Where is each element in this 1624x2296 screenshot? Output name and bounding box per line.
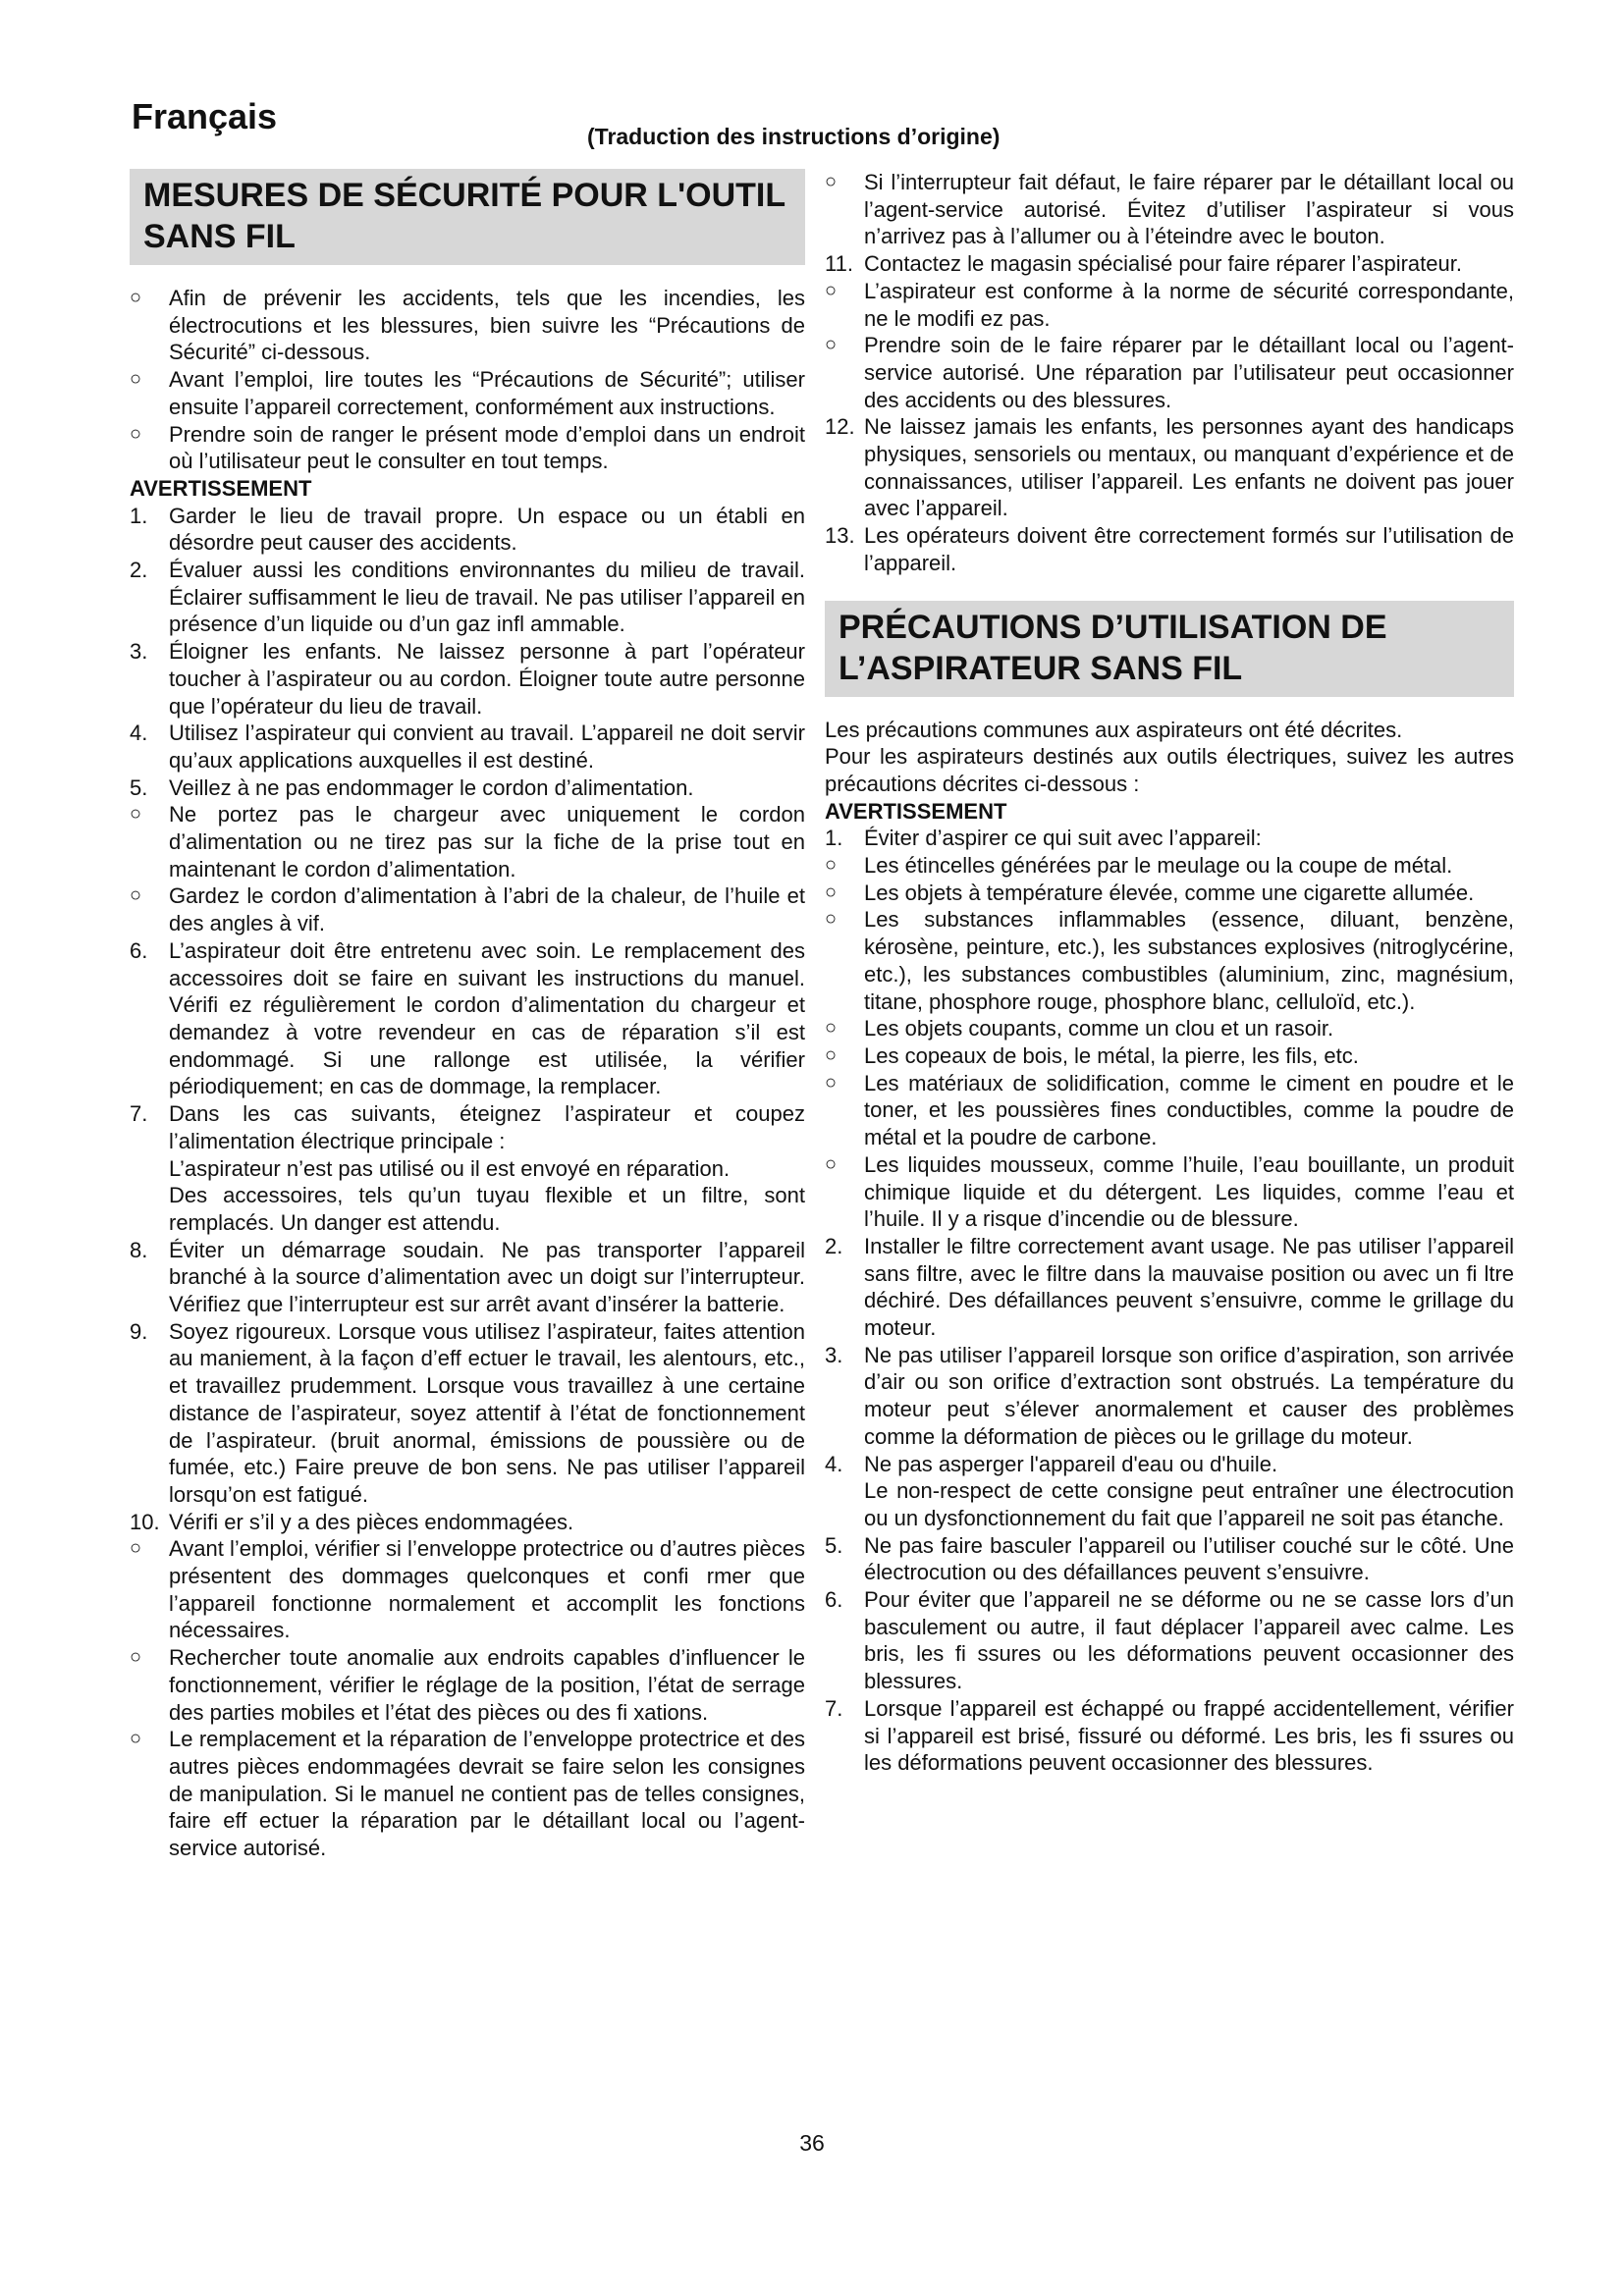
item-text: L’aspirateur est conforme à la norme de sécurité correspondante, ne le modifi ez pas. xyxy=(864,278,1514,331)
list-item xyxy=(130,937,805,1100)
item-text: Ne portez pas le chargeur avec uniquement le cordon d’alimentation ou ne tirez pas sur la fiche de la prise tout en maintenant le cordon d’alimentation. xyxy=(169,802,805,881)
item-text: L’aspirateur n’est pas utilisé ou il est envoyé en réparation. xyxy=(169,1155,731,1181)
item-text: Ne pas utiliser l’appareil lorsque son orifice d’aspiration, son arrivée d’air ou son orifice d’extraction sont obstrués. La température du moteur peut s’élever anormalement et causer des problèmes comme la déformation de pièces ou le grillage du moteur. xyxy=(864,1342,1514,1449)
item-marker: 1. xyxy=(825,826,843,851)
list-item xyxy=(825,825,1514,852)
right-column xyxy=(825,169,1514,1777)
item-marker: 13. xyxy=(825,523,855,549)
list-item xyxy=(825,169,1514,250)
list-item xyxy=(130,774,805,802)
list-item xyxy=(130,1644,805,1726)
precautions-intro xyxy=(825,717,1514,798)
item-text: Les matériaux de solidification, comme le ciment en poudre et le toner, et les poussières fines conductibles, comme la poudre de métal et la poudre de carbone. xyxy=(864,1070,1514,1150)
item-marker: 3. xyxy=(825,1342,843,1367)
list-item xyxy=(825,413,1514,522)
item-text: Utilisez l’aspirateur qui convient au travail. L’appareil ne doit servir qu’aux applications auxquelles il est destiné. xyxy=(169,721,805,773)
item-marker: 8. xyxy=(130,1237,148,1262)
list-item xyxy=(130,1237,805,1318)
item-text: Les copeaux de bois, le métal, la pierre, les fils, etc. xyxy=(864,1042,1359,1068)
list-item xyxy=(825,1342,1514,1451)
item-text: Les objets à température élevée, comme une cigarette allumée. xyxy=(864,880,1475,905)
item-text: Contactez le magasin spécialisé pour faire réparer l’aspirateur. xyxy=(864,251,1462,277)
bullet-circle-icon: ○ xyxy=(825,1071,838,1094)
item-marker: 7. xyxy=(130,1101,148,1127)
bullet-circle-icon: ○ xyxy=(130,803,142,826)
item-marker: 4. xyxy=(130,721,148,746)
bullet-circle-icon: ○ xyxy=(825,908,838,931)
item-text: Soyez rigoureux. Lorsque vous utilisez l’aspirateur, faites attention au maniement, à la façon d’eff ectuer le travail, les alentours, etc., et travaillez prudemment. Lorsque vous travaillez à une certaine distance de l’aspirateur, soyez attentif à l’état de fonctionnement de l’aspirateur. (bruit anormal, émissions de poussière ou de fumée, etc.) Faire preuve de bon sens. Ne pas utiliser l’appareil lorsqu’on est fatigué. xyxy=(169,1318,805,1507)
bullet-circle-icon: ○ xyxy=(130,368,142,391)
list-item xyxy=(130,1318,805,1509)
list-item xyxy=(825,522,1514,576)
list-item xyxy=(130,638,805,720)
list-item xyxy=(825,1070,1514,1151)
list-item xyxy=(130,1182,805,1236)
item-text: Prendre soin de le faire réparer par le détaillant local ou l’agent-service autorisé. Une réparation par l’utilisateur peut occasionner des accidents ou des blessures. xyxy=(864,333,1514,412)
list-item xyxy=(130,503,805,557)
list-item xyxy=(825,1451,1514,1478)
item-marker xyxy=(825,1477,864,1531)
list-item xyxy=(825,852,1514,880)
list-item xyxy=(825,1586,1514,1695)
item-text: Veillez à ne pas endommager le cordon d’alimentation. xyxy=(169,774,694,800)
list-item xyxy=(130,285,805,366)
item-marker: 2. xyxy=(825,1233,843,1258)
item-marker xyxy=(130,1182,169,1236)
bullet-circle-icon: ○ xyxy=(130,884,142,907)
bullet-circle-icon: ○ xyxy=(825,171,838,192)
item-text: Éloigner les enfants. Ne laissez personne à part l’opérateur toucher à l’aspirateur ou au cordon. Éloigner toute autre personne que l’opérateur du lieu de travail. xyxy=(169,639,805,719)
item-marker: 10. xyxy=(130,1509,160,1534)
item-text: Des accessoires, tels qu’un tuyau flexible et un filtre, sont remplacés. Un danger est attendu. xyxy=(169,1183,805,1235)
bullet-circle-icon: ○ xyxy=(825,1152,838,1175)
item-text: Le remplacement et la réparation de l’enveloppe protectrice et des autres pièces endommagées devrait se faire selon les consignes de manipulation. Si le manuel ne contient pas de telles consignes, faire eff ectuer la réparation par le détaillant local ou l’agent-service autorisé. xyxy=(169,1727,805,1861)
item-text: Les liquides mousseux, comme l’huile, l’eau bouillante, un produit chimique liquide et du détergent. Les liquides, comme l’eau et l’huile. Il y a risque d’incendie ou de blessure. xyxy=(864,1151,1514,1232)
warning-heading: AVERTISSEMENT xyxy=(825,798,1007,824)
item-marker: 12. xyxy=(825,414,855,440)
section-title-safety: MESURES DE SÉCURITÉ POUR L'OUTIL SANS FIL xyxy=(130,169,805,265)
item-text: Le non-respect de cette consigne peut entraîner une électrocution ou un dysfonctionnement du fait que l’appareil ne soit pas étanche. xyxy=(864,1478,1514,1530)
item-marker: 11. xyxy=(825,251,853,277)
item-text: Les substances inflammables (essence, diluant, benzène, kérosène, peinture, etc.), les substances explosives (nitroglycérine, etc.), les substances combustibles (aluminium, zinc, magnésium, titane, phosphore rouge, phosphore blanc, celluloïd, etc.). xyxy=(864,907,1514,1014)
list-item xyxy=(130,882,805,936)
item-text: Les étincelles générées par le meulage ou la coupe de métal. xyxy=(864,853,1453,879)
item-marker: 1. xyxy=(130,503,148,528)
warning-heading: AVERTISSEMENT xyxy=(130,475,312,501)
language-heading: Français xyxy=(132,96,278,136)
item-text: Si l’interrupteur fait défaut, le faire réparer par le détaillant local ou l’agent-service autorisé. Évitez d’utiliser l’aspirateur si vous n’arrivez pas à l’allumer ou à l’éteindre avec le bouton. xyxy=(864,170,1514,249)
item-marker: 9. xyxy=(130,1318,148,1344)
item-text: Vérifi er s’il y a des pièces endommagées. xyxy=(169,1509,574,1534)
translation-subtitle: (Traduction des instructions d’origine) xyxy=(587,124,1001,149)
list-item xyxy=(825,880,1514,907)
intro-paragraph: Les précautions communes aux aspirateurs ont été décrites. xyxy=(825,717,1403,742)
bullet-circle-icon: ○ xyxy=(825,881,838,903)
list-item xyxy=(825,1477,1514,1531)
bullet-circle-icon: ○ xyxy=(130,287,142,308)
safety-list xyxy=(130,285,805,1862)
bullet-circle-icon: ○ xyxy=(130,1728,142,1750)
item-text: Avant l’emploi, vérifier si l’enveloppe protectrice ou d’autres pièces présentent des dommages quelconques et confi rmer que l’appareil fonctionne normalement et accomplit les fonctions nécessaires. xyxy=(169,1536,805,1643)
list-item xyxy=(825,1695,1514,1777)
list-item xyxy=(825,332,1514,413)
item-text: Rechercher toute anomalie aux endroits capables d’influencer le fonctionnement, vérifier le réglage de la position, l’état de serrage des parties mobiles et l’état des pièces ou des fi xations. xyxy=(169,1645,805,1725)
left-column xyxy=(130,169,805,1862)
item-marker: 6. xyxy=(825,1587,843,1613)
bullet-circle-icon: ○ xyxy=(825,279,838,301)
item-text: Ne laissez jamais les enfants, les personnes ayant des handicaps physiques, sensoriels ou mentaux, ou manquant d’expérience et de connaissances, utiliser l’appareil. Les enfants ne doivent pas jouer avec l’appareil. xyxy=(864,414,1514,521)
bullet-circle-icon: ○ xyxy=(825,1043,838,1066)
item-marker: 5. xyxy=(130,774,148,800)
list-item xyxy=(130,557,805,638)
bullet-circle-icon: ○ xyxy=(130,1537,142,1560)
item-text: Garder le lieu de travail propre. Un espace ou un établi en désordre peut causer des accidents. xyxy=(169,503,805,556)
item-text: Ne pas asperger l'appareil d'eau ou d'huile. xyxy=(864,1451,1278,1476)
bullet-circle-icon: ○ xyxy=(825,854,838,877)
list-item xyxy=(130,801,805,882)
item-text: Éviter un démarrage soudain. Ne pas transporter l’appareil branché à la source d’alimentation avec un doigt sur l’interrupteur. Vérifiez que l’interrupteur est sur arrêt avant d’insérer la batterie. xyxy=(169,1237,805,1317)
item-text: Les objets coupants, comme un clou et un rasoir. xyxy=(864,1016,1334,1041)
intro-paragraph: Pour les aspirateurs destinés aux outils électriques, suivez les autres précautions décrites ci-dessous : xyxy=(825,744,1514,796)
item-text: Afin de prévenir les accidents, tels que les incendies, les électrocutions et les blessures, bien suivre les “Précautions de Sécurité” ci-dessous. xyxy=(169,286,805,365)
page-number: 36 xyxy=(799,2130,825,2156)
item-marker: 7. xyxy=(825,1695,843,1721)
list-item xyxy=(130,720,805,774)
bullet-circle-icon: ○ xyxy=(130,1646,142,1669)
safety-list-continued xyxy=(825,169,1514,577)
item-marker: 3. xyxy=(130,639,148,665)
precautions-list xyxy=(825,825,1514,1777)
list-item xyxy=(825,1233,1514,1342)
list-item xyxy=(825,1042,1514,1070)
list-item xyxy=(130,366,805,420)
item-text: Évaluer aussi les conditions environnantes du milieu de travail. Éclairer suffisamment le lieu de travail. Ne pas utiliser l’appareil en présence d’un liquide ou d’un gaz infl ammable. xyxy=(169,558,805,637)
item-text: Ne pas faire basculer l’appareil ou l’utiliser couché sur le côté. Une électrocution ou des défaillances peuvent s’ensuivre. xyxy=(864,1532,1514,1585)
list-item xyxy=(825,906,1514,1015)
list-item xyxy=(130,1155,805,1183)
list-item xyxy=(825,1151,1514,1233)
item-text: Dans les cas suivants, éteignez l’aspirateur et coupez l’alimentation électrique principale : xyxy=(169,1101,805,1153)
list-item xyxy=(825,1015,1514,1042)
item-marker xyxy=(130,1155,169,1183)
list-item xyxy=(825,250,1514,278)
list-item xyxy=(130,1726,805,1862)
item-marker: 4. xyxy=(825,1451,843,1476)
item-text: L’aspirateur doit être entretenu avec soin. Le remplacement des accessoires doit se faire en suivant les instructions du manuel. Vérifi ez régulièrement le cordon d’alimentation du chargeur et demandez à votre revendeur en cas de réparation s’il est endommagé. Si une rallonge est utilisée, la vérifier périodiquement; en cas de dommage, la remplacer. xyxy=(169,937,805,1099)
item-text: Gardez le cordon d’alimentation à l’abri de la chaleur, de l’huile et des angles à vif. xyxy=(169,883,805,936)
bullet-circle-icon: ○ xyxy=(130,422,142,445)
item-text: Pour éviter que l’appareil ne se déforme ou ne se casse lors d’un basculement ou autre, il faut déplacer l’appareil avec calme. Les bris, les fi ssures ou les déformations peuvent occasionner des blessures. xyxy=(864,1587,1514,1694)
item-text: Avant l’emploi, lire toutes les “Précautions de Sécurité”; utiliser ensuite l’appareil correctement, conformément aux instructions. xyxy=(169,367,805,419)
list-item xyxy=(130,1535,805,1644)
list-item xyxy=(130,421,805,475)
list-item xyxy=(130,1509,805,1536)
item-text: Installer le filtre correctement avant usage. Ne pas utiliser l’appareil sans filtre, avec le filtre dans la mauvaise position ou avec un fi ltre déchiré. Des défaillances peuvent s’ensuivre, comme le grillage du moteur. xyxy=(864,1233,1514,1341)
list-item xyxy=(825,278,1514,332)
bullet-circle-icon: ○ xyxy=(825,334,838,356)
item-marker: 6. xyxy=(130,937,148,963)
list-item xyxy=(825,1532,1514,1586)
item-text: Prendre soin de ranger le présent mode d’emploi dans un endroit où l’utilisateur peut le consulter en tout temps. xyxy=(169,421,805,474)
item-text: Lorsque l’appareil est échappé ou frappé accidentellement, vérifier si l’appareil est brisé, fissuré ou déformé. Les bris, les fi ssures ou les déformations peuvent occasionner des blessures. xyxy=(864,1695,1514,1776)
bullet-circle-icon: ○ xyxy=(825,1017,838,1040)
item-marker: 5. xyxy=(825,1532,843,1558)
item-text: Les opérateurs doivent être correctement formés sur l’utilisation de l’appareil. xyxy=(864,523,1514,575)
section-title-precautions: PRÉCAUTIONS D’UTILISATION DE L’ASPIRATEUR SANS FIL xyxy=(825,601,1514,697)
item-marker: 2. xyxy=(130,558,148,583)
list-item xyxy=(130,1100,805,1154)
item-text: Éviter d’aspirer ce qui suit avec l’appareil: xyxy=(864,826,1262,851)
